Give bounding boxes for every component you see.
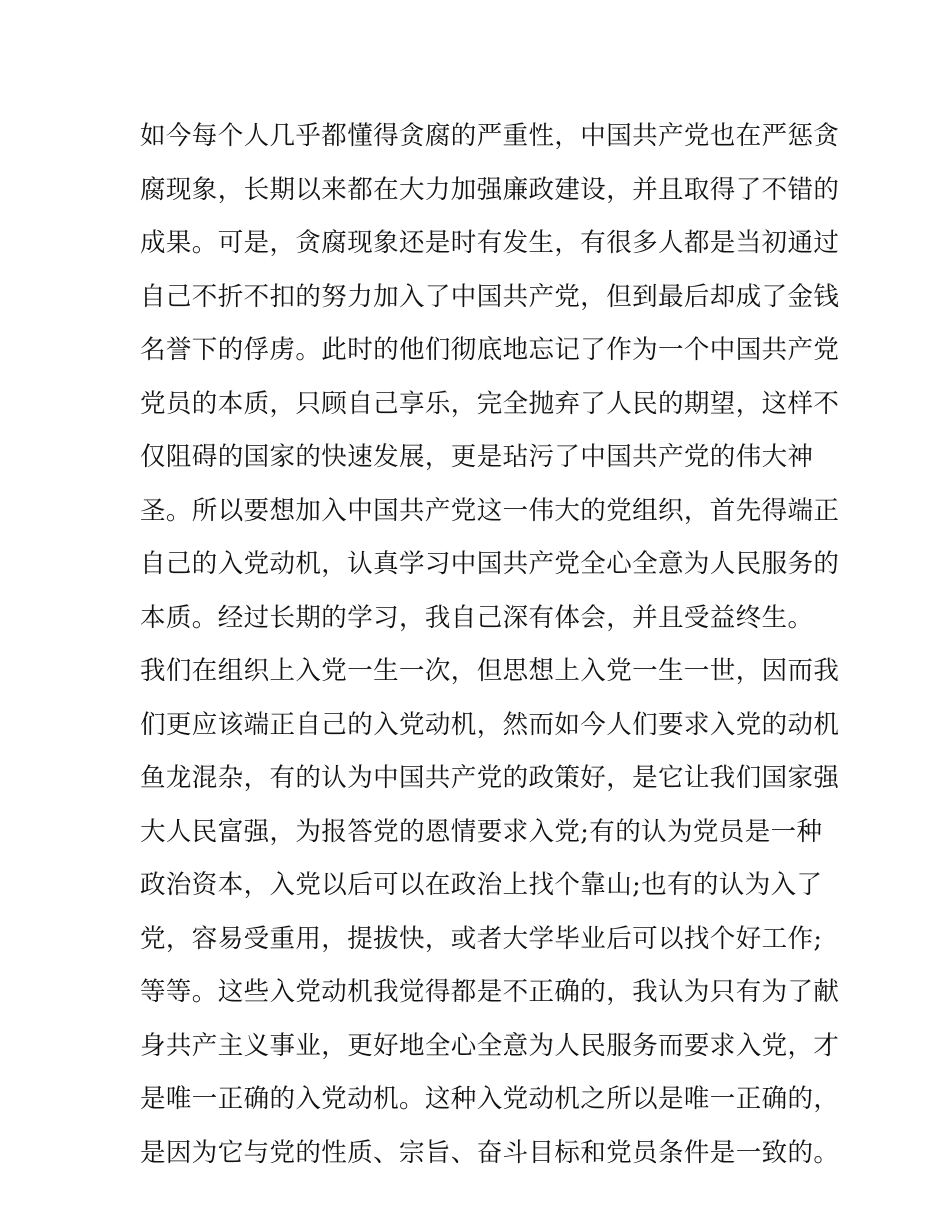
text-line: 自己的入党动机，认真学习中国共产党全心全意为人民服务的 <box>140 549 840 579</box>
text-line: 党员的本质，只顾自己享乐，完全抛弃了人民的期望，这样不 <box>140 388 840 419</box>
text-line: 党，容易受重用，提拔快，或者大学毕业后可以找个好工作; <box>140 923 823 954</box>
text-line: 是因为它与党的性质、宗旨、奋斗目标和党员条件是一致的。 <box>140 1137 840 1168</box>
text-line: 名誉下的俘虏。此时的他们彻底地忘记了作为一个中国共产党 <box>140 335 840 365</box>
text-line: 等等。这些入党动机我觉得都是不正确的，我认为只有为了献 <box>140 977 840 1007</box>
text-line: 大人民富强，为报答党的恩情要求入党;有的认为党员是一种 <box>140 816 823 847</box>
text-line: 本质。经过长期的学习，我自己深有体会，并且受益终生。 <box>140 602 814 633</box>
text-line: 如今每个人几乎都懂得贪腐的严重性，中国共产党也在严惩贪 <box>140 121 840 151</box>
text-line: 鱼龙混杂，有的认为中国共产党的政策好，是它让我们国家强 <box>140 763 840 793</box>
text-line: 们更应该端正自己的入党动机，然而如今人们要求入党的动机 <box>140 709 840 740</box>
text-line: 我们在组织上入党一生一次，但思想上入党一生一世，因而我 <box>140 656 840 686</box>
text-line: 成果。可是，贪腐现象还是时有发生，有很多人都是当初通过 <box>140 228 840 258</box>
text-line: 仅阻碍的国家的快速发展，更是玷污了中国共产党的伟大神 <box>140 442 814 472</box>
text-line: 政治资本，入党以后可以在政治上找个靠山;也有的认为入了 <box>140 870 823 900</box>
text-line: 腐现象，长期以来都在大力加强廉政建设，并且取得了不错的 <box>140 174 840 205</box>
text-line: 圣。所以要想加入中国共产党这一伟大的党组织，首先得端正 <box>140 495 840 526</box>
document-body <box>140 110 840 1180</box>
text-line: 是唯一正确的入党动机。这种入党动机之所以是唯一正确的， <box>140 1084 840 1114</box>
text-line: 自己不折不扣的努力加入了中国共产党，但到最后却成了金钱 <box>140 281 840 312</box>
text-line: 身共产主义事业，更好地全心全意为人民服务而要求入党，才 <box>140 1030 840 1061</box>
